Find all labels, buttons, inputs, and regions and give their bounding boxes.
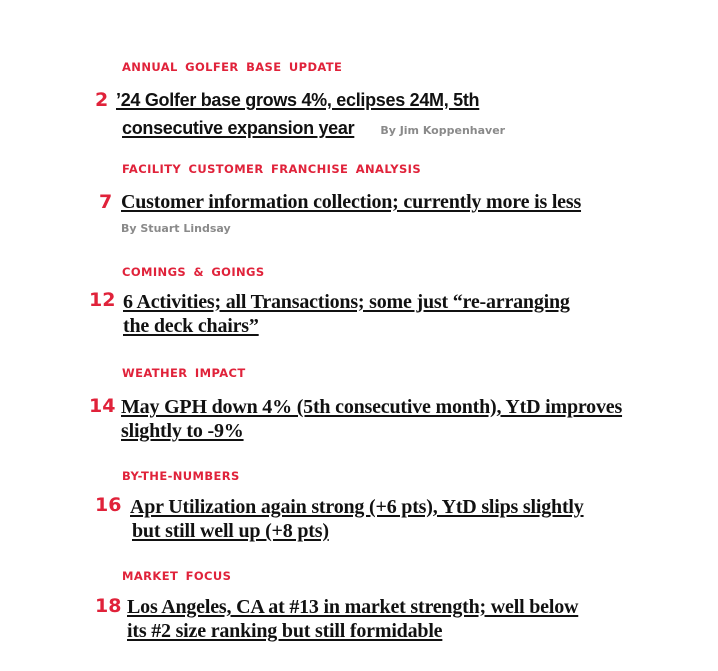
page-number: 16 — [95, 494, 122, 516]
headline-line: the deck chairs” — [123, 315, 259, 337]
headline-line: slightly to -9% — [121, 420, 244, 442]
page-number: 2 — [95, 89, 109, 111]
category-label: BY-THE-NUMBERS — [122, 469, 240, 483]
page-number: 12 — [89, 289, 116, 311]
category-label: WEATHER IMPACT — [122, 366, 246, 380]
headline-link[interactable] — [127, 595, 578, 643]
category-label: ANNUAL GOLFER BASE UPDATE — [122, 60, 343, 74]
headline-line: ’24 Golfer base grows 4%, eclipses 24M, 5th — [116, 90, 480, 110]
headline-line: Apr Utilization again strong (+6 pts), YtD slips slightly — [130, 496, 584, 518]
headline-link[interactable] — [123, 290, 570, 338]
headline-line: but still well up (+8 pts) — [132, 520, 329, 542]
headline-link[interactable] — [121, 190, 581, 214]
page-number: 14 — [89, 395, 116, 417]
headline-line: Los Angeles, CA at #13 in market strength; well below — [127, 596, 579, 618]
headline-line: consecutive expansion year — [122, 118, 355, 138]
headline-line: Customer information collection; currently more is less — [121, 191, 582, 213]
category-label: COMINGS & GOINGS — [122, 265, 265, 279]
headline-link[interactable] — [116, 86, 505, 145]
headline-line: May GPH down 4% (5th consecutive month), YtD improves — [121, 396, 623, 418]
category-label: FACILITY CUSTOMER FRANCHISE ANALYSIS — [122, 162, 422, 176]
headline-line: 6 Activities; all Transactions; some just “re-arranging — [123, 291, 570, 313]
byline: By Stuart Lindsay — [121, 222, 231, 235]
headline-link[interactable] — [121, 395, 622, 443]
page-number: 7 — [99, 191, 113, 213]
byline: By Jim Koppenhaver — [380, 124, 506, 137]
category-label: MARKET FOCUS — [122, 569, 232, 583]
page-number: 18 — [95, 595, 122, 617]
headline-link[interactable] — [130, 495, 584, 543]
headline-line: its #2 size ranking but still formidable — [127, 620, 443, 642]
